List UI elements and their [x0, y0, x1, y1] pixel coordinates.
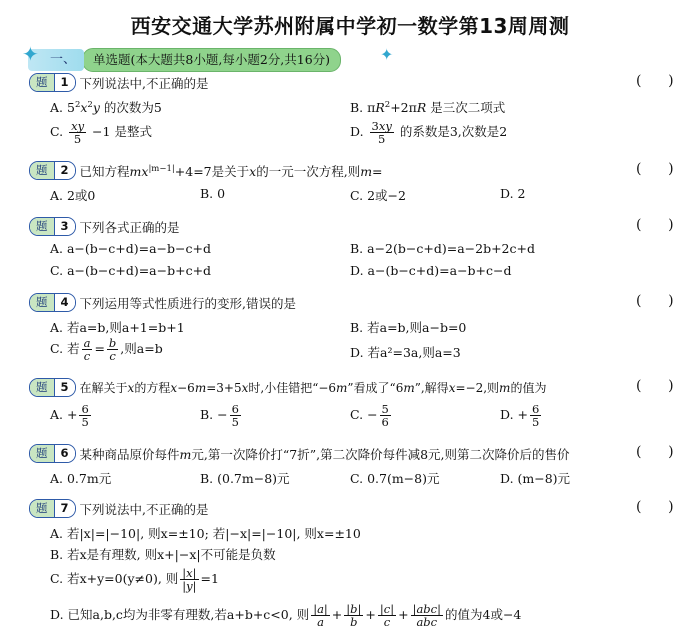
option-b: B. a−2(b−c+d)=a−2b+2c+d [350, 241, 535, 256]
option-a: A. a−(b−c+d)=a−b−c+d [50, 241, 211, 256]
option-b: B. 若x是有理数, 则x+|−x|不可能是负数 [50, 547, 276, 562]
question-badge: 题 1 [29, 73, 76, 92]
answer-paren: ( ) [636, 378, 674, 394]
option-c: C. $\frac{xy}{5}$ −1 是整式 [50, 119, 152, 146]
option-b: B. (0.7m−8)元 [200, 471, 290, 486]
question-2 [29, 161, 383, 180]
option-a: A. 0.7m元 [50, 471, 112, 486]
question-1 [29, 73, 209, 92]
sparkle-icon: ✦ [380, 45, 394, 64]
option-c: C. 0.7(m−8)元 [350, 471, 440, 486]
page-title: 西安交通大学苏州附属中学初一数学第13周周测 [130, 14, 570, 38]
section-number: ✦ 一、 [28, 49, 84, 71]
section-header [22, 42, 394, 71]
question-stem: 已知方程$mx^{|m-1|}+4=7$是关于x的一元一次方程,则m= [79, 163, 383, 179]
question-5 [29, 378, 546, 397]
answer-paren: ( ) [636, 444, 674, 460]
option-c: C. a−(b−c+d)=a−b+c+d [50, 263, 212, 278]
option-a: A. $5^2x^2y$ 的次数为5 [50, 99, 162, 115]
question-badge: 题 2 [29, 161, 76, 180]
option-a: A. + $\frac{6}{5}$ [50, 402, 89, 429]
option-a: A. 若|x|=|−10|, 则x=±10; 若|−x|=|−10|, 则x=±10 [50, 526, 361, 541]
option-d: D. 已知a,b,c均为非零有理数,若a+b+c<0, 则 $\frac{|a|}{a}$ + $\frac{|b|}{b}$ + $\frac{|c|}{c}$ + $\frac{\text{|abc|}}{\text{abc}}$ 的值为4或−4 [50, 602, 522, 629]
section-label: 单选题(本大题共8小题,每小题2分,共16分) [82, 48, 341, 72]
question-stem: 某种商品原价每件m元,第一次降价打“7折”,第二次降价每件减8元,则第二次降价后的售价 [79, 446, 570, 462]
option-c: C. 若 $\frac{a}{c}$ = $\frac{b}{c}$ ,则a=b [50, 336, 163, 363]
option-c: C. 2或−2 [350, 188, 406, 203]
question-stem: 下列说法中,不正确的是 [79, 75, 209, 91]
question-stem: 下列运用等式性质进行的变形,错误的是 [79, 295, 296, 311]
answer-paren: ( ) [636, 499, 674, 515]
option-a: A. 2或0 [50, 188, 96, 203]
question-badge: 题 4 [29, 293, 76, 312]
sparkle-icon: ✦ [22, 42, 39, 66]
option-d: D. $\frac{3xy}{5}$ 的系数是3,次数是2 [350, 119, 508, 146]
option-d: D. 若a²=3a,则a=3 [350, 345, 461, 360]
question-4 [29, 293, 296, 312]
option-d: D. + $\frac{6}{5}$ [500, 402, 540, 429]
option-c: C. 若x+y=0(y≠0), 则 $\frac{|x|}{|y|}$ =1 [50, 566, 219, 593]
option-d: D. a−(b−c+d)=a−b+c−d [350, 263, 512, 278]
question-3 [29, 217, 180, 236]
option-b: B. 若a=b,则a−b=0 [350, 320, 467, 335]
question-badge: 题 3 [29, 217, 76, 236]
option-b: B. 0 [200, 186, 226, 201]
answer-paren: ( ) [636, 293, 674, 309]
question-stem: 下列各式正确的是 [79, 219, 180, 235]
question-6 [29, 444, 570, 463]
answer-paren: ( ) [636, 161, 674, 177]
answer-paren: ( ) [636, 73, 674, 89]
option-d: D. 2 [500, 186, 526, 201]
question-badge: 题 6 [29, 444, 76, 463]
question-badge: 题 7 [29, 499, 76, 518]
option-d: D. (m−8)元 [500, 471, 571, 486]
question-stem: 在解关于x的方程x−6m=3+5x时,小佳错把“−6m”看成了“6m”,解得x=−2,则m的值为 [79, 381, 547, 395]
question-stem: 下列说法中,不正确的是 [79, 501, 209, 517]
option-a: A. 若a=b,则a+1=b+1 [50, 320, 185, 335]
question-7 [29, 499, 209, 518]
option-c: C. − $\frac{5}{6}$ [350, 402, 389, 429]
answer-paren: ( ) [636, 217, 674, 233]
option-b: B. $\pi R^2+2\pi R$ 是三次二项式 [350, 99, 506, 115]
question-badge: 题 5 [29, 378, 76, 397]
option-b: B. − $\frac{6}{5}$ [200, 402, 239, 429]
